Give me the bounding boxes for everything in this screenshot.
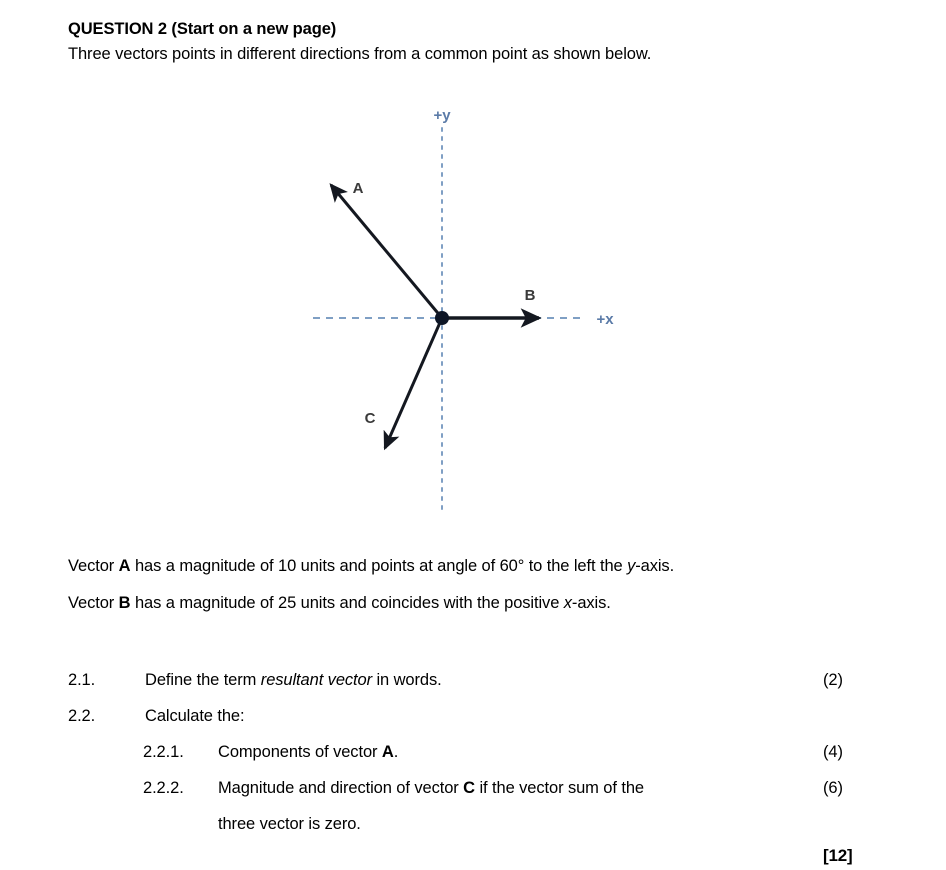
vector-diagram-svg bbox=[280, 95, 670, 525]
question-row-2-2-1 bbox=[68, 734, 898, 770]
statement-a-bold-name: A bbox=[118, 557, 131, 575]
question-number-2-2-2: 2.2.2. bbox=[143, 779, 184, 797]
question-text-2-2-1 bbox=[218, 734, 898, 770]
vector-c-arrow bbox=[385, 318, 442, 448]
question-row-2-2-2 bbox=[68, 770, 898, 842]
statement-a-prefix: Vector bbox=[68, 557, 119, 575]
question-row-2-1 bbox=[68, 662, 898, 698]
question-text-2-1 bbox=[145, 662, 898, 698]
question-header bbox=[68, 18, 888, 66]
axis-label-positive-y: +y bbox=[433, 107, 451, 124]
question-2-2-2-bold-vector: C bbox=[463, 779, 475, 797]
vector-a-arrow bbox=[331, 185, 442, 318]
statement-b-bold-name: B bbox=[118, 594, 131, 612]
marks-2-2-1: (4) bbox=[823, 743, 843, 761]
question-2-1-after: in words. bbox=[372, 671, 442, 689]
question-2-2-2-before: Magnitude and direction of vector bbox=[218, 779, 464, 797]
question-2-1-italic-term: resultant vector bbox=[260, 671, 372, 689]
origin-point bbox=[435, 311, 449, 325]
question-2-1-before: Define the term bbox=[145, 671, 261, 689]
statement-a-suffix: -axis. bbox=[635, 557, 675, 575]
vector-a-label: A bbox=[352, 180, 364, 197]
axis-label-positive-x: +x bbox=[596, 311, 614, 328]
question-2-2-1-before: Components of vector bbox=[218, 743, 382, 761]
marks-2-2-2: (6) bbox=[823, 779, 843, 797]
question-2-2-2-continuation: three vector is zero. bbox=[218, 815, 361, 833]
vector-diagram bbox=[280, 95, 670, 525]
question-number-2-2: 2.2. bbox=[68, 707, 96, 725]
statement-vector-b bbox=[68, 585, 898, 622]
question-2-2-1-bold-vector: A bbox=[381, 743, 394, 761]
statement-b-suffix: -axis. bbox=[571, 594, 611, 612]
question-number-2-1: 2.1. bbox=[68, 671, 96, 689]
question-text-2-2-2 bbox=[218, 770, 898, 806]
statement-b-prefix: Vector bbox=[68, 594, 119, 612]
question-number-2-2-1: 2.2.1. bbox=[143, 743, 184, 761]
statement-a-axis-letter: y bbox=[627, 557, 636, 575]
page-title: QUESTION 2 (Start on a new page) bbox=[68, 20, 337, 38]
question-list bbox=[68, 662, 898, 842]
statement-b-middle: has a magnitude of 25 units and coincides with the positive bbox=[130, 594, 564, 612]
statement-a-middle: has a magnitude of 10 units and points at angle of 60° to the left the bbox=[130, 557, 628, 575]
question-2-2-1-after: . bbox=[393, 743, 399, 761]
question-intro: Three vectors points in different directions from a common point as shown below. bbox=[68, 45, 652, 63]
question-row-2-2 bbox=[68, 698, 898, 734]
vector-b-label: B bbox=[524, 287, 536, 304]
total-marks: [12] bbox=[823, 846, 853, 865]
vector-statements bbox=[68, 548, 898, 622]
statement-b-axis-letter: x bbox=[563, 594, 572, 612]
question-text-2-2: Calculate the: bbox=[145, 707, 245, 725]
vector-c-label: C bbox=[364, 410, 376, 427]
statement-vector-a bbox=[68, 548, 898, 585]
question-2-2-2-after: if the vector sum of the bbox=[475, 779, 644, 797]
marks-2-1: (2) bbox=[823, 671, 843, 689]
